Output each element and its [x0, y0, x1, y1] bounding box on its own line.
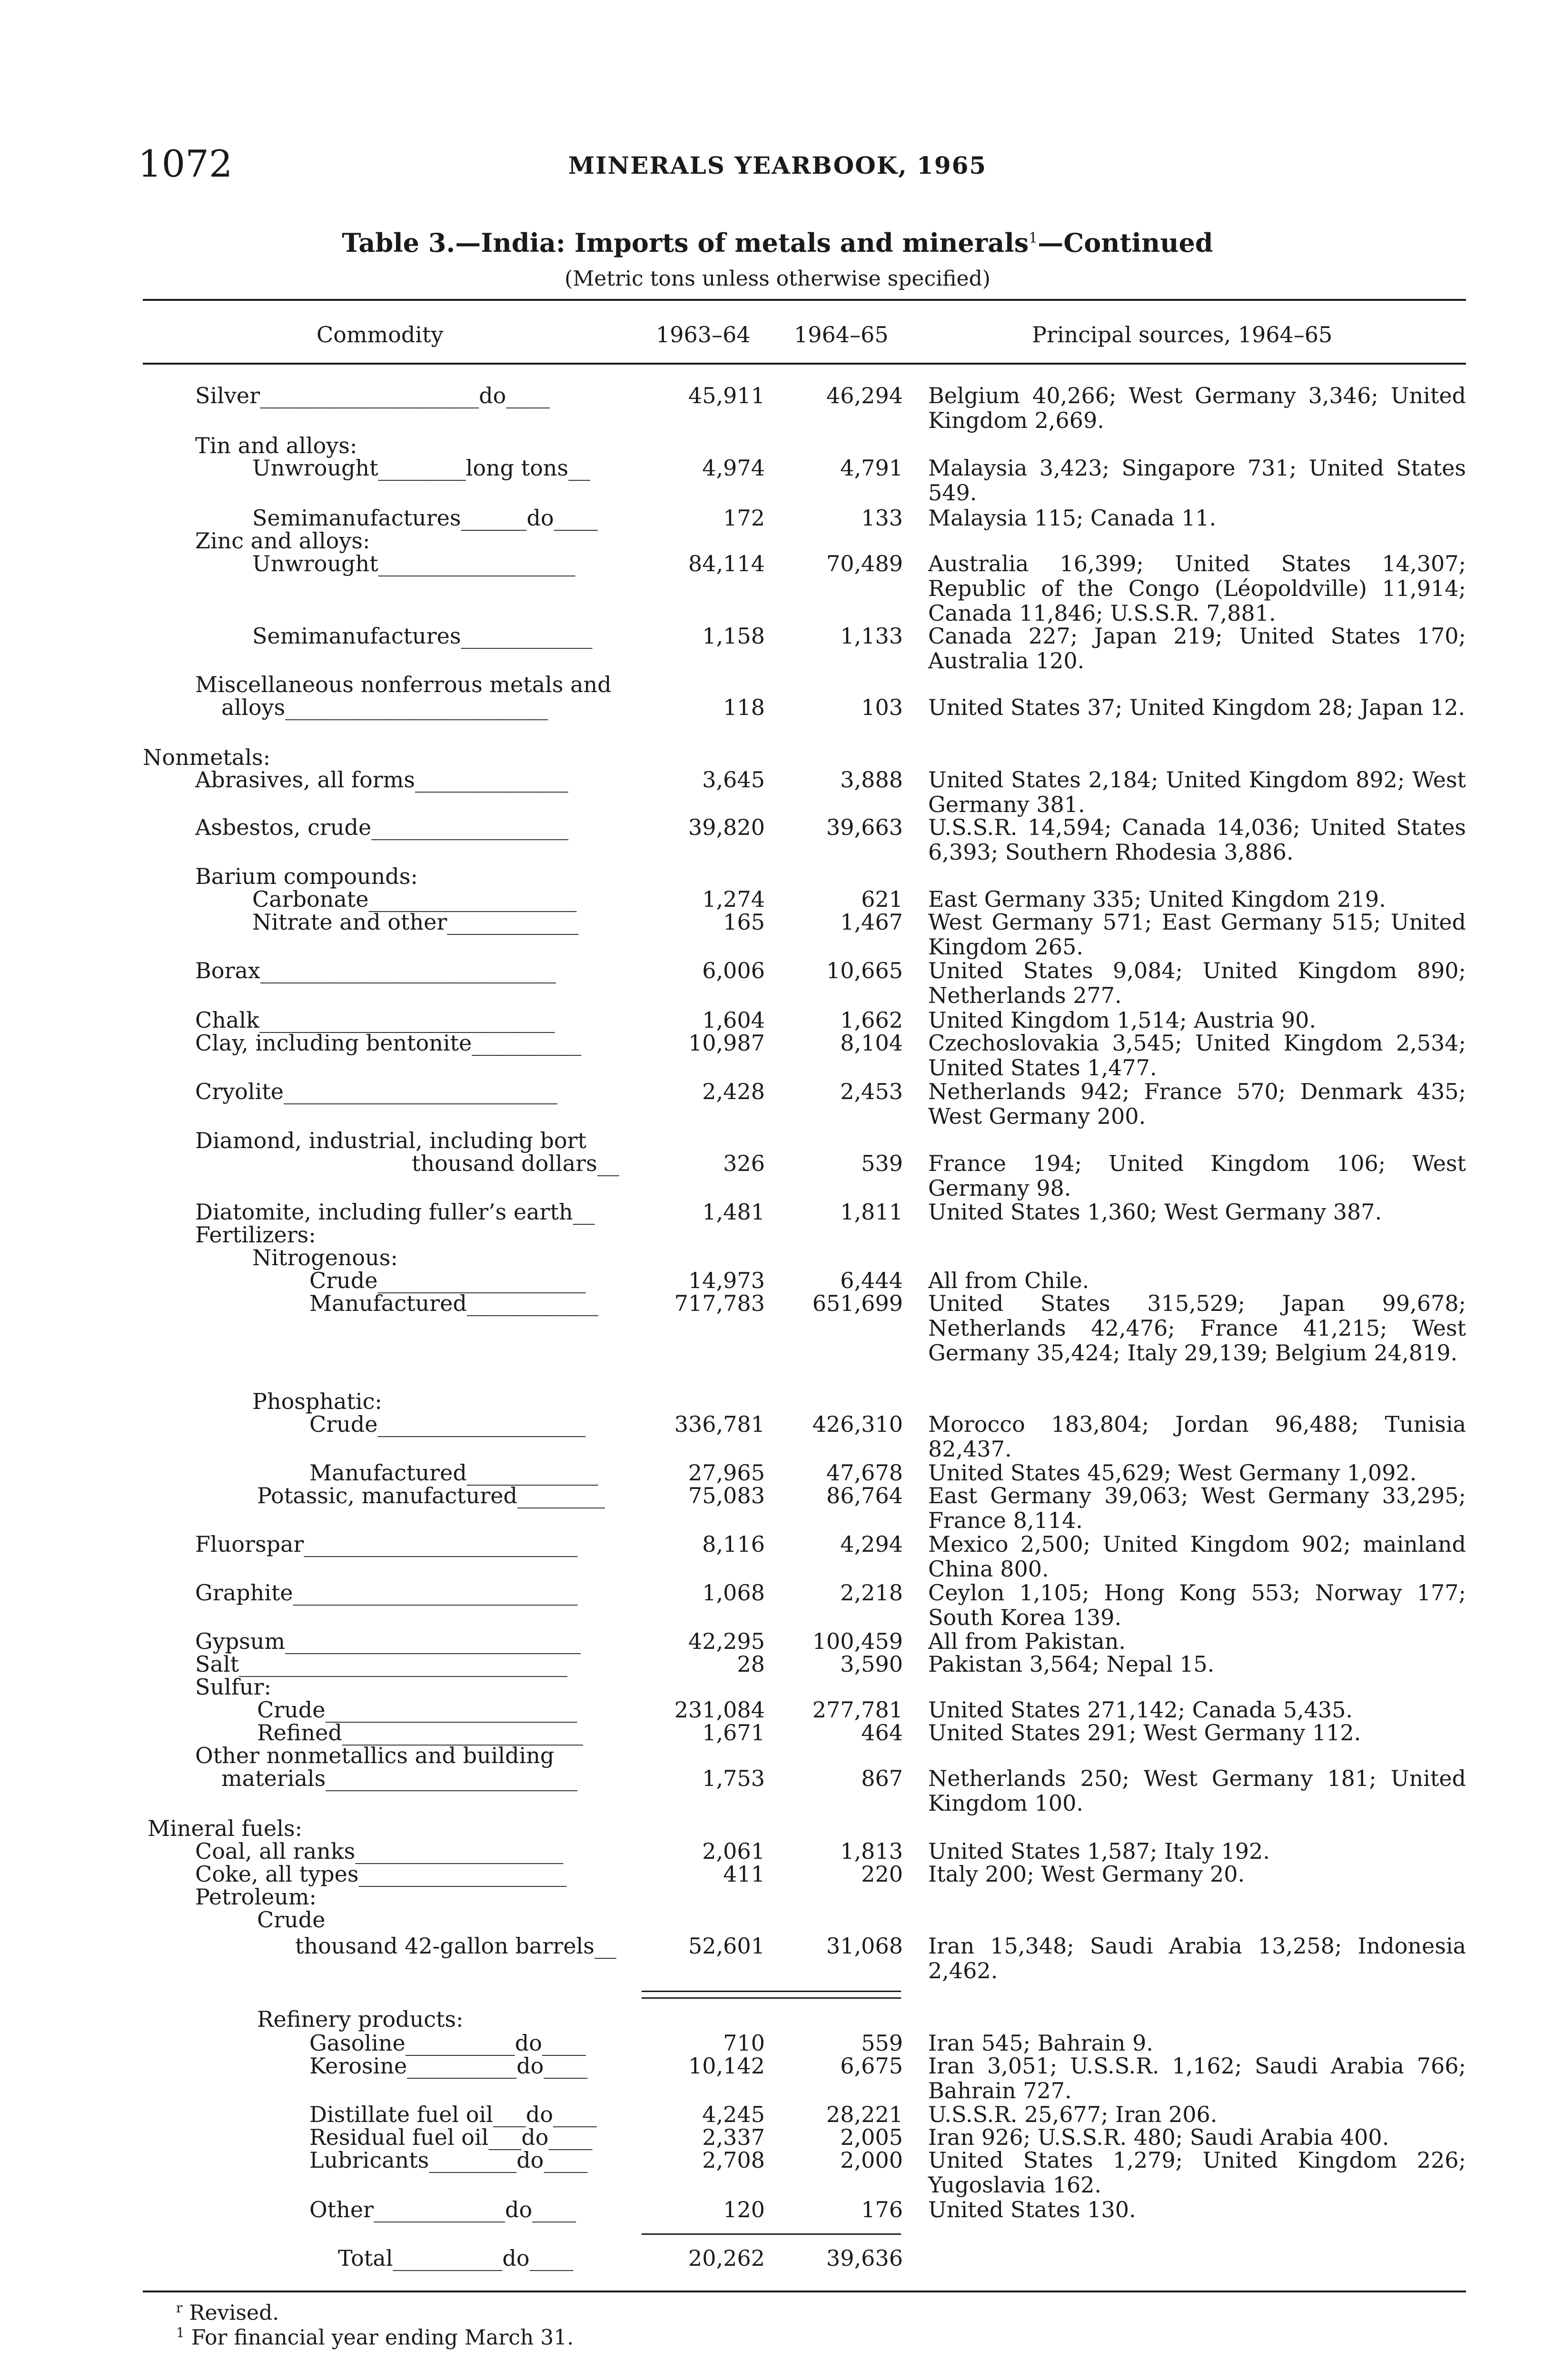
principal-sources: United States 1,587; Italy 192. — [928, 1838, 1270, 1864]
value-1964-65: 3,888 — [840, 767, 903, 793]
value-1964-65: 31,068 — [826, 1933, 903, 1959]
value-1963-64: 8,116 — [702, 1531, 765, 1557]
principal-sources: Morocco 183,804; Jordan 96,488; Tunisia 82,437. — [928, 1411, 1466, 1462]
value-1964-65: 539 — [861, 1150, 903, 1176]
row-label: Semimanufactures____________ — [252, 623, 593, 649]
value-1963-64: 45,911 — [688, 383, 765, 408]
row-label: Nitrogenous: — [252, 1245, 398, 1270]
value-1963-64: 52,601 — [688, 1933, 765, 1959]
value-1963-64: 336,781 — [674, 1411, 765, 1437]
value-1964-65: 621 — [861, 886, 903, 912]
row-label: Refinery products: — [257, 2006, 464, 2032]
value-1964-65: 176 — [861, 2197, 903, 2222]
row-label: Other nonmetallics and building — [195, 1743, 555, 1768]
title-footnote-mark: 1 — [1029, 230, 1038, 247]
value-1964-65: 47,678 — [826, 1460, 903, 1486]
value-1964-65: 4,294 — [840, 1531, 903, 1557]
principal-sources: U.S.S.R. 25,677; Iran 206. — [928, 2102, 1218, 2127]
value-1964-65: 464 — [861, 1720, 903, 1745]
value-1963-64: 710 — [723, 2030, 765, 2056]
value-1964-65: 39,663 — [826, 814, 903, 840]
row-label: Other____________do____ — [309, 2197, 576, 2222]
bottom-rule — [143, 2291, 1466, 2292]
principal-sources: All from Pakistan. — [928, 1628, 1126, 1654]
principal-sources: United Kingdom 1,514; Austria 90. — [928, 1007, 1317, 1033]
value-1964-65: 1,133 — [840, 623, 903, 649]
row-label: Borax___________________________ — [195, 958, 556, 983]
row-label: Sulfur: — [195, 1674, 271, 1700]
value-1964-65: 2,218 — [840, 1580, 903, 1606]
value-1963-64: 2,708 — [702, 2147, 765, 2173]
value-1963-64: 1,753 — [702, 1765, 765, 1791]
row-label: Crude___________________ — [309, 1411, 586, 1437]
principal-sources: United States 9,084; United Kingdom 890; Netherlands 277. — [928, 958, 1466, 1008]
value-1963-64: 10,987 — [688, 1030, 765, 1056]
column-header-1963-64: 1963–64 — [656, 322, 751, 347]
principal-sources: Pakistan 3,564; Nepal 15. — [928, 1651, 1215, 1677]
value-1964-65: 6,444 — [840, 1268, 903, 1293]
value-1963-64: 1,604 — [702, 1007, 765, 1033]
value-1964-65: 1,811 — [840, 1199, 903, 1225]
value-1964-65: 86,764 — [826, 1483, 903, 1508]
principal-sources: Netherlands 250; West Germany 181; United Kingdom 100. — [928, 1765, 1466, 1816]
running-head: MINERALS YEARBOOK, 1965 — [568, 151, 987, 179]
value-1964-65: 10,665 — [826, 958, 903, 983]
value-1963-64: 2,337 — [702, 2124, 765, 2150]
table-subtitle: (Metric tons unless otherwise specified) — [565, 267, 990, 291]
principal-sources: Canada 227; Japan 219; United States 170; Australia 120. — [928, 623, 1466, 674]
value-1964-65: 28,221 — [826, 2102, 903, 2127]
value-1964-65: 3,590 — [840, 1651, 903, 1677]
value-1963-64: 120 — [723, 2197, 765, 2222]
row-label: Tin and alloys: — [195, 433, 357, 458]
footnote-text: For financial year ending March 31. — [184, 2325, 574, 2350]
row-label: Diatomite, including fuller’s earth__ — [195, 1199, 595, 1225]
row-label: Graphite__________________________ — [195, 1580, 578, 1606]
value-1963-64: 1,481 — [702, 1199, 765, 1225]
row-label: Clay, including bentonite__________ — [195, 1030, 582, 1056]
row-label: Chalk___________________________ — [195, 1007, 555, 1033]
value-1964-65: 6,675 — [840, 2053, 903, 2079]
value-1963-64: 75,083 — [688, 1483, 765, 1508]
double-rule-bottom — [642, 1997, 901, 1999]
row-label: Nonmetals: — [143, 744, 271, 770]
footnote-1 — [176, 2325, 574, 2350]
value-1963-64: 28 — [737, 1651, 765, 1677]
row-label: Fertilizers: — [195, 1222, 316, 1248]
value-1963-64: 326 — [723, 1150, 765, 1176]
principal-sources: Iran 15,348; Saudi Arabia 13,258; Indonesia 2,462. — [928, 1933, 1466, 1983]
principal-sources: Netherlands 942; France 570; Denmark 435; West Germany 200. — [928, 1079, 1466, 1129]
value-1964-65: 46,294 — [826, 383, 903, 408]
row-label: Abrasives, all forms______________ — [195, 767, 568, 793]
value-1964-65: 277,781 — [812, 1697, 903, 1723]
value-1963-64: 1,068 — [702, 1580, 765, 1606]
value-1963-64: 2,428 — [702, 1079, 765, 1104]
row-label: Petroleum: — [195, 1884, 317, 1910]
value-1964-65: 1,813 — [840, 1838, 903, 1864]
column-header-commodity: Commodity — [317, 322, 444, 347]
row-label: Cryolite_________________________ — [195, 1079, 557, 1104]
principal-sources: U.S.S.R. 14,594; Canada 14,036; United States 6,393; Southern Rhodesia 3,886. — [928, 814, 1466, 865]
principal-sources: Malaysia 3,423; Singapore 731; United States 549. — [928, 455, 1466, 506]
column-header-sources: Principal sources, 1964–65 — [1032, 322, 1333, 347]
row-label: Crude — [257, 1907, 326, 1933]
row-label: Gypsum___________________________ — [195, 1628, 581, 1654]
value-1963-64: 10,142 — [688, 2053, 765, 2079]
principal-sources: United States 1,360; West Germany 387. — [928, 1199, 1382, 1225]
value-1963-64: 118 — [723, 694, 765, 720]
value-1963-64: 1,274 — [702, 886, 765, 912]
row-label: Miscellaneous nonferrous metals and — [195, 672, 612, 697]
row-label: Total__________do____ — [338, 2245, 574, 2271]
value-1963-64: 411 — [723, 1861, 765, 1887]
page-number: 1072 — [138, 143, 233, 186]
principal-sources: Belgium 40,266; West Germany 3,346; United Kingdom 2,669. — [928, 383, 1466, 433]
table-title — [0, 228, 1555, 258]
principal-sources: Czechoslovakia 3,545; United Kingdom 2,534; United States 1,477. — [928, 1030, 1466, 1081]
value-1964-65: 39,636 — [826, 2245, 903, 2271]
footnote-mark: r — [176, 2300, 183, 2316]
row-label: Coke, all types___________________ — [195, 1861, 567, 1887]
row-label: Silver____________________do____ — [195, 383, 550, 408]
principal-sources: Italy 200; West Germany 20. — [928, 1861, 1245, 1887]
value-1963-64: 1,158 — [702, 623, 765, 649]
principal-sources: Mexico 2,500; United Kingdom 902; mainland China 800. — [928, 1531, 1466, 1582]
column-header-1964-65: 1964–65 — [794, 322, 889, 347]
value-1964-65: 426,310 — [812, 1411, 903, 1437]
row-label: Crude___________________ — [309, 1268, 586, 1293]
footnote-mark: 1 — [176, 2325, 185, 2340]
table-title-suffix: —Continued — [1038, 228, 1213, 258]
value-1963-64: 42,295 — [688, 1628, 765, 1654]
table-title-text: Table 3.—India: Imports of metals and minerals — [342, 228, 1029, 258]
row-label: Kerosine__________do____ — [309, 2053, 588, 2079]
principal-sources: East Germany 39,063; West Germany 33,295; France 8,114. — [928, 1483, 1466, 1533]
value-1964-65: 559 — [861, 2030, 903, 2056]
row-label: Zinc and alloys: — [195, 528, 370, 554]
value-1963-64: 1,671 — [702, 1720, 765, 1745]
value-1964-65: 8,104 — [840, 1030, 903, 1056]
value-1963-64: 39,820 — [688, 814, 765, 840]
row-label: Diamond, industrial, including bort — [195, 1128, 587, 1153]
principal-sources: East Germany 335; United Kingdom 219. — [928, 886, 1386, 912]
row-label: Semimanufactures______do____ — [252, 505, 598, 531]
value-1964-65: 1,467 — [840, 909, 903, 935]
row-label: Unwrought________long tons__ — [252, 455, 591, 481]
value-1963-64: 2,061 — [702, 1838, 765, 1864]
row-label: Crude_______________________ — [257, 1697, 577, 1723]
value-1964-65: 2,453 — [840, 1079, 903, 1104]
value-1964-65: 220 — [861, 1861, 903, 1887]
row-label: thousand dollars__ — [412, 1150, 619, 1176]
double-rule-top — [642, 1991, 901, 1992]
value-1963-64: 172 — [723, 505, 765, 531]
footnote-text: Revised. — [182, 2301, 279, 2325]
value-1964-65: 103 — [861, 694, 903, 720]
top-rule — [143, 299, 1466, 301]
principal-sources: United States 37; United Kingdom 28; Japan 12. — [928, 694, 1466, 720]
value-1963-64: 14,973 — [688, 1268, 765, 1293]
row-label: Barium compounds: — [195, 863, 418, 889]
row-label: Potassic, manufactured________ — [257, 1483, 605, 1508]
value-1964-65: 133 — [861, 505, 903, 531]
footnote-revised — [176, 2300, 279, 2325]
principal-sources: Ceylon 1,105; Hong Kong 553; Norway 177; South Korea 139. — [928, 1580, 1466, 1630]
row-label: Phosphatic: — [252, 1388, 382, 1414]
row-label: Gasoline__________do____ — [309, 2030, 586, 2056]
row-label: Nitrate and other____________ — [252, 909, 579, 935]
principal-sources: United States 271,142; Canada 5,435. — [928, 1697, 1353, 1723]
row-label: Unwrought__________________ — [252, 551, 575, 576]
row-label: Manufactured____________ — [309, 1460, 598, 1486]
principal-sources: Iran 545; Bahrain 9. — [928, 2030, 1153, 2056]
value-1963-64: 84,114 — [688, 551, 765, 576]
row-label: Manufactured____________ — [309, 1290, 598, 1316]
value-1964-65: 867 — [861, 1765, 903, 1791]
value-1964-65: 70,489 — [826, 551, 903, 576]
principal-sources: United States 130. — [928, 2197, 1136, 2222]
row-label: Salt______________________________ — [195, 1651, 568, 1677]
principal-sources: United States 291; West Germany 112. — [928, 1720, 1361, 1745]
principal-sources: United States 1,279; United Kingdom 226; Yugoslavia 162. — [928, 2147, 1466, 2198]
value-1964-65: 4,791 — [840, 455, 903, 481]
value-1963-64: 231,084 — [674, 1697, 765, 1723]
row-label: Coal, all ranks___________________ — [195, 1838, 564, 1864]
row-label: Fluorspar_________________________ — [195, 1531, 578, 1557]
value-1963-64: 20,262 — [688, 2245, 765, 2271]
value-1963-64: 717,783 — [674, 1290, 765, 1316]
value-1964-65: 2,000 — [840, 2147, 903, 2173]
principal-sources: United States 315,529; Japan 99,678; Netherlands 42,476; France 41,215; West Germany 35,424; Italy 29,139; Belgium 24,819. — [928, 1290, 1466, 1366]
row-label: materials_______________________ — [221, 1765, 578, 1791]
principal-sources: United States 45,629; West Germany 1,092. — [928, 1460, 1417, 1486]
row-label: Mineral fuels: — [148, 1815, 303, 1841]
principal-sources: Iran 926; U.S.S.R. 480; Saudi Arabia 400. — [928, 2124, 1389, 2150]
principal-sources: All from Chile. — [928, 1268, 1089, 1293]
value-1963-64: 3,645 — [702, 767, 765, 793]
value-1963-64: 4,974 — [702, 455, 765, 481]
principal-sources: Australia 16,399; United States 14,307; Republic of the Congo (Léopoldville) 11,914; Canada 11,846; U.S.S.R. 7,881. — [928, 551, 1466, 626]
principal-sources: Malaysia 115; Canada 11. — [928, 505, 1217, 531]
principal-sources: France 194; United Kingdom 106; West Germany 98. — [928, 1150, 1466, 1201]
value-1963-64: 165 — [723, 909, 765, 935]
value-1964-65: 1,662 — [840, 1007, 903, 1033]
value-1964-65: 100,459 — [812, 1628, 903, 1654]
principal-sources: United States 2,184; United Kingdom 892; West Germany 381. — [928, 767, 1466, 817]
row-label: Distillate fuel oil___do____ — [309, 2102, 597, 2127]
row-label: Carbonate___________________ — [252, 886, 577, 912]
value-1963-64: 27,965 — [688, 1460, 765, 1486]
row-label: Residual fuel oil___do____ — [309, 2124, 593, 2150]
value-1963-64: 6,006 — [702, 958, 765, 983]
row-label: Lubricants________do____ — [309, 2147, 588, 2173]
value-1964-65: 2,005 — [840, 2124, 903, 2150]
row-label: alloys________________________ — [221, 694, 548, 720]
principal-sources: Iran 3,051; U.S.S.R. 1,162; Saudi Arabia 766; Bahrain 727. — [928, 2053, 1466, 2103]
value-1964-65: 651,699 — [812, 1290, 903, 1316]
total-rule — [642, 2233, 901, 2235]
row-label: Refined______________________ — [257, 1720, 583, 1745]
value-1963-64: 4,245 — [702, 2102, 765, 2127]
row-label: Asbestos, crude__________________ — [195, 814, 569, 840]
header-rule — [143, 363, 1466, 365]
row-label: thousand 42-gallon barrels__ — [295, 1933, 616, 1959]
principal-sources: West Germany 571; East Germany 515; United Kingdom 265. — [928, 909, 1466, 960]
